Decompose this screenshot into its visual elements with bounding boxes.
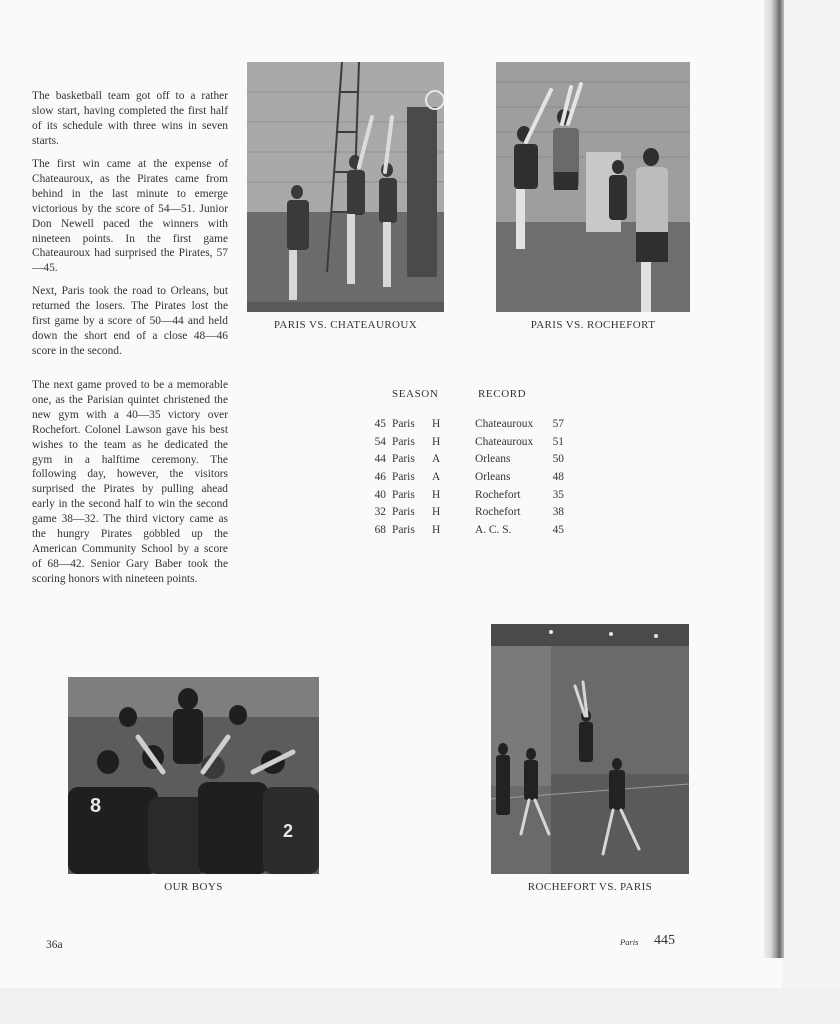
record-opponent: Orleans: [475, 471, 511, 484]
season-heading: SEASON: [392, 388, 439, 400]
photo-our-boys: [68, 677, 319, 874]
season-record-row: [360, 436, 580, 454]
article-paragraph-3: Next, Paris took the road to Orleans, but returned the losers. The Pirates lost the first game by a score of 50—44 and held down the short end of a close 48—46 score in the second.: [32, 285, 228, 357]
record-team: Paris: [392, 435, 415, 448]
record-opponent: Rochefort: [475, 488, 521, 501]
record-venue: H: [432, 506, 441, 519]
record-paris-score: 44: [374, 453, 386, 466]
svg-text:2: 2: [283, 821, 294, 841]
season-record-row: [360, 489, 580, 507]
record-paris-score: 45: [374, 418, 386, 430]
record-venue: H: [432, 435, 441, 448]
photo-caption-our-boys: OUR BOYS: [164, 881, 223, 893]
photo-caption-paris-vs-rochefort: PARIS VS. ROCHEFORT: [530, 319, 656, 331]
photo-rochefort-vs-paris: [491, 624, 689, 874]
record-opponent: Rochefort: [475, 506, 521, 519]
record-venue: A: [432, 453, 441, 466]
record-heading: RECORD: [478, 388, 527, 400]
season-record-row: [360, 418, 580, 436]
record-team: Paris: [392, 471, 415, 484]
record-opponent: Chateauroux: [475, 418, 534, 430]
record-team: Paris: [392, 524, 415, 537]
record-team: Paris: [392, 453, 415, 466]
record-team: Paris: [392, 488, 415, 501]
article-paragraph-4: The next game proved to be a memorable one, as the Parisian quintet christened the new gym with a 40—35 victory over Rochefort. Colonel Lawson gave his best wishes to the team as he dedicated the gym in a halftime ceremony. The following day, however, the visitors surprised the Pirates by pulling ahead early in the second half to win the second game 38—32. The third victory came as the hungry Pirates gobbled up the American Community School by a score of 68—42. Senior Gary Baber took the scoring honors with nineteen points.: [32, 379, 228, 585]
record-opponent: Orleans: [475, 453, 511, 466]
record-opponent-score: 50: [552, 453, 564, 466]
season-record-row: [360, 506, 580, 524]
svg-text:8: 8: [90, 795, 102, 817]
folio-school-name: Paris: [620, 937, 639, 947]
season-record-row: [360, 471, 580, 489]
photo-paris-vs-chateauroux: [247, 62, 444, 312]
photo-paris-vs-rochefort: [496, 62, 690, 312]
scan-margin-bottom: [0, 988, 840, 1024]
binding-shadow: [764, 0, 784, 958]
season-record-heading: [360, 388, 580, 418]
record-opponent-score: 35: [552, 488, 564, 501]
record-opponent: A. C. S.: [475, 524, 512, 537]
record-venue: A: [432, 471, 441, 484]
season-record-table: [360, 388, 580, 542]
record-venue: H: [432, 524, 441, 537]
record-opponent-score: 38: [552, 506, 564, 519]
record-opponent-score: 51: [552, 435, 564, 448]
folio-left: 36a: [46, 939, 63, 951]
record-paris-score: 68: [374, 524, 386, 537]
photo-caption-paris-vs-chateauroux: PARIS VS. CHATEAUROUX: [273, 319, 418, 331]
record-opponent: Chateauroux: [475, 435, 534, 448]
record-opponent-score: 48: [552, 471, 564, 484]
record-paris-score: 46: [374, 471, 386, 484]
season-record-rows: [360, 418, 580, 542]
record-venue: H: [432, 418, 441, 430]
page-number: 445: [654, 933, 675, 948]
article-paragraph-2: The first win came at the expense of Chateauroux, as the Pirates came from behind in the last minute to emerge victorious by the score of 54—51. Junior Don Newell paced the winners with nineteen points. In the first game Chateauroux had surprised the Pirates, 57—45.: [32, 158, 228, 275]
scan-margin-right: [784, 0, 840, 1024]
record-team: Paris: [392, 418, 415, 430]
article-paragraph-1: The basketball team got off to a rather slow start, having completed the first half of its schedule with three wins in seven starts.: [32, 90, 228, 147]
record-paris-score: 40: [374, 488, 386, 501]
record-paris-score: 54: [374, 435, 386, 448]
photo-caption-rochefort-vs-paris: ROCHEFORT VS. PARIS: [527, 881, 653, 893]
record-opponent-score: 57: [552, 418, 564, 430]
season-record-row: [360, 453, 580, 471]
record-venue: H: [432, 488, 441, 501]
record-team: Paris: [392, 506, 415, 519]
season-record-row: [360, 524, 580, 542]
record-paris-score: 32: [374, 506, 386, 519]
record-opponent-score: 45: [552, 524, 564, 537]
